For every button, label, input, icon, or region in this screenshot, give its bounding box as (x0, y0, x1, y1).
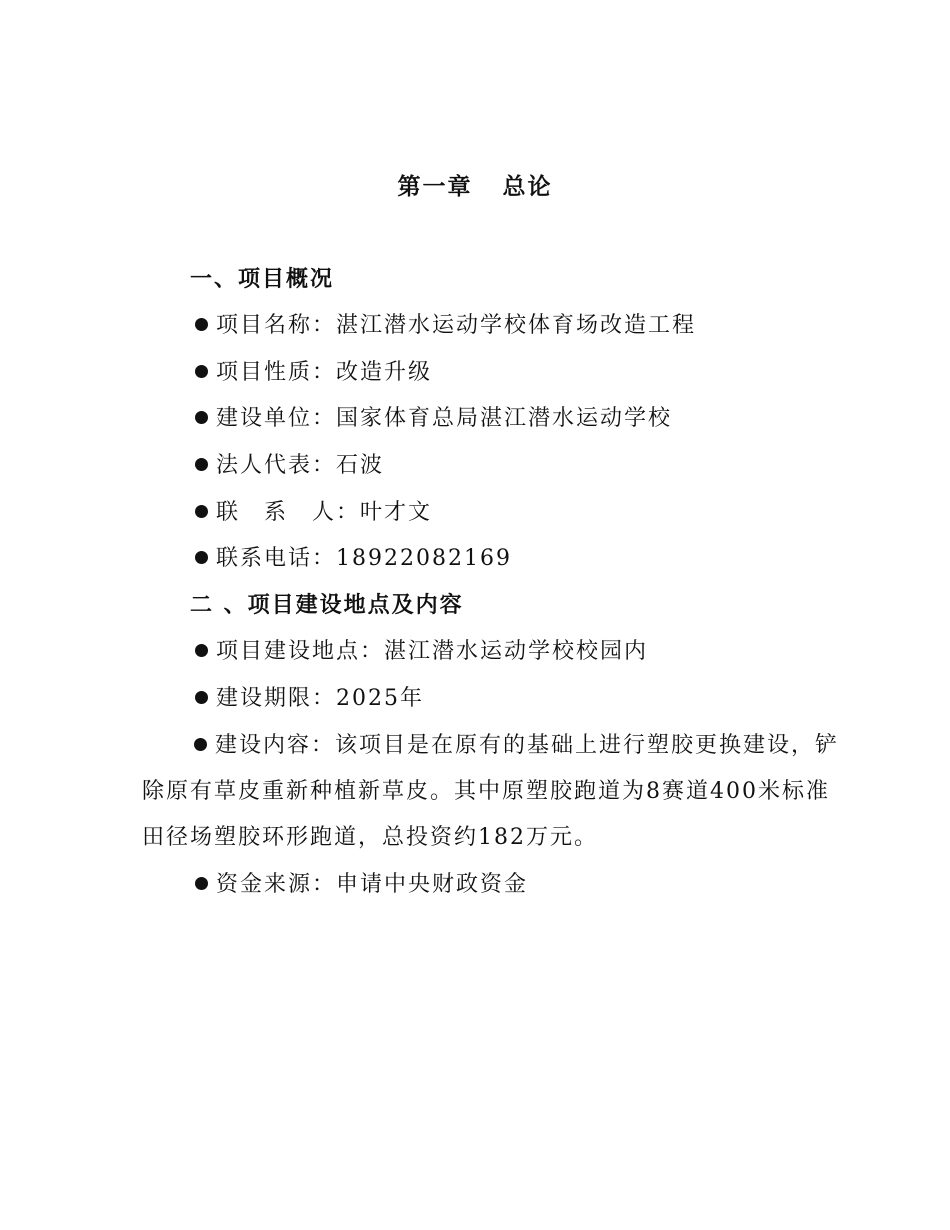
bullet-icon (195, 644, 208, 657)
bullet-icon (195, 458, 208, 471)
list-item-content (142, 723, 842, 861)
item-label: 资金来源： (216, 872, 337, 897)
section-heading-overview: 一、项目概况 (190, 267, 335, 292)
list-item-project-nature (195, 358, 432, 388)
item-label: 联系电话： (216, 546, 337, 571)
bullet-icon (195, 365, 208, 378)
item-value: 石波 (336, 453, 385, 478)
item-value: 湛江潜水运动学校体育场改造工程 (336, 313, 697, 338)
list-item-location (195, 637, 648, 667)
list-item-project-name (195, 311, 696, 341)
chapter-number: 第一章 (397, 174, 473, 200)
bullet-icon (195, 411, 208, 424)
list-item-phone (195, 544, 512, 574)
list-item-contact-person (195, 498, 432, 528)
item-value: 2025年 (336, 686, 425, 711)
item-label: 建设单位： (216, 406, 337, 431)
item-value: 申请中央财政资金 (336, 872, 529, 897)
item-label: 项目建设地点： (216, 639, 385, 664)
bullet-icon (194, 738, 207, 751)
list-item-period (195, 684, 424, 714)
bullet-icon (195, 318, 208, 331)
list-item-funding (195, 870, 528, 900)
item-value: 叶才文 (360, 500, 433, 525)
item-value: 湛江潜水运动学校校园内 (384, 639, 649, 664)
item-value: 该项目是在原有的基础上进行塑胶更换建设，铲除原有草皮重新种植新草皮。其中原塑胶跑道为8赛道400米标准田径场塑胶环形跑道，总投资约182万元。 (142, 733, 840, 850)
item-label: 建设期限： (216, 686, 337, 711)
item-label: 项目性质： (216, 360, 337, 385)
item-label: 法人代表： (216, 453, 337, 478)
chapter-title (0, 168, 950, 201)
bullet-icon (195, 691, 208, 704)
bullet-icon (195, 551, 208, 564)
item-value: 18922082169 (336, 546, 512, 571)
section-heading-location-content: 二 、项目建设地点及内容 (190, 593, 464, 618)
bullet-icon (195, 505, 208, 518)
chapter-name: 总论 (502, 174, 553, 200)
list-item-legal-rep (195, 451, 384, 481)
list-item-construction-unit (195, 404, 672, 434)
item-label: 联 系 人： (216, 500, 361, 525)
item-label: 项目名称： (216, 313, 337, 338)
item-value: 国家体育总局湛江潜水运动学校 (336, 406, 673, 431)
bullet-icon (195, 877, 208, 890)
item-label: 建设内容： (215, 733, 336, 758)
item-value: 改造升级 (336, 360, 433, 385)
